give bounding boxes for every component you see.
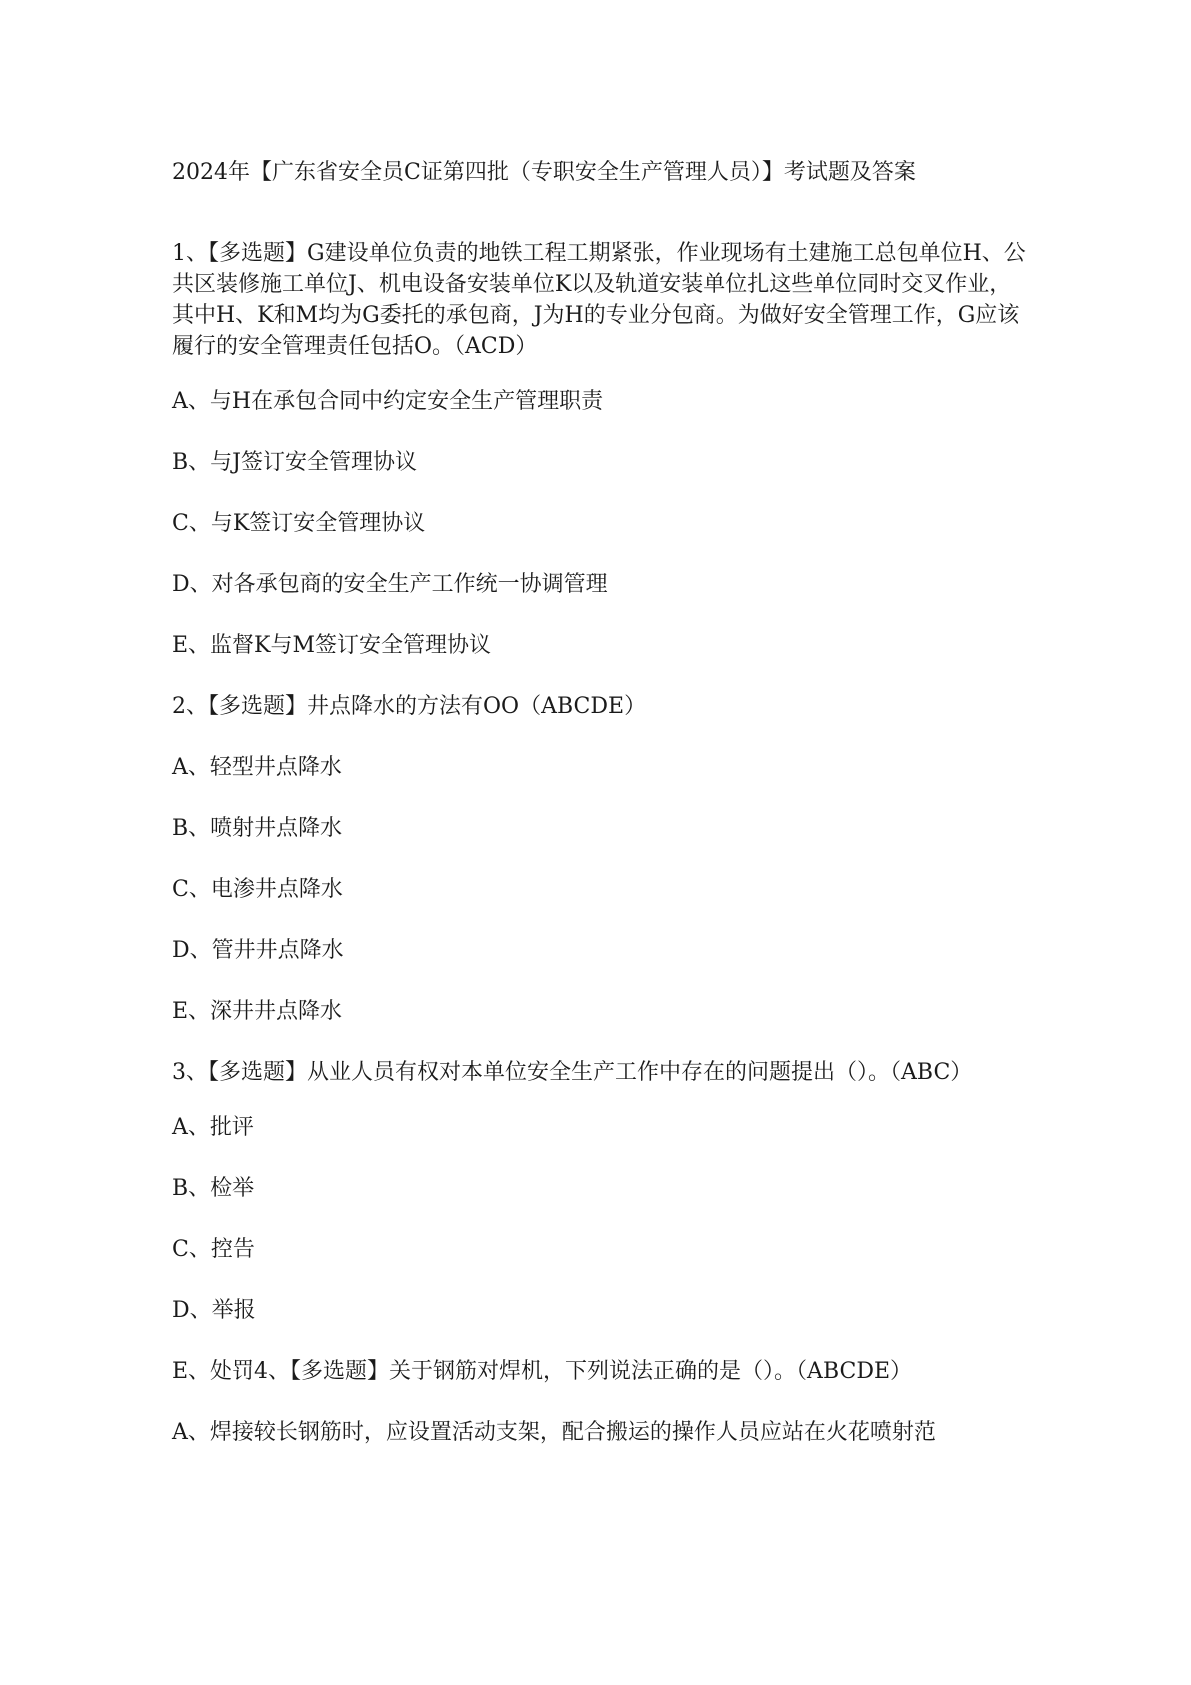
question-2: 2、【多选题】井点降水的方法有OO（ABCDE） [172, 694, 647, 719]
question-2-option-d: D、管井井点降水 [172, 938, 344, 963]
question-3: 3、【多选题】从业人员有权对本单位安全生产工作中存在的问题提出（）。（ABC） [172, 1060, 973, 1085]
question-1-option-a: A、与H在承包合同中约定安全生产管理职责 [172, 389, 604, 414]
question-3-option-c: C、控告 [172, 1237, 255, 1262]
question-3-option-d: D、举报 [172, 1298, 256, 1323]
question-4-option-a: A、焊接较长钢筋时，应设置活动支架，配合搬运的操作人员应站在火花喷射范 [172, 1420, 936, 1445]
question-1-option-d: D、对各承包商的安全生产工作统一协调管理 [172, 572, 608, 597]
question-1: 1、【多选题】G建设单位负责的地铁工程工期紧张，作业现场有土建施工总包单位H、公共区装修施工单位J、机电设备安装单位K以及轨道安装单位扎这些单位同时交叉作业，其中H、K和M均为G委托的承包商，J为H的专业分包商。为做好安全管理工作，G应该履行的安全管理责任包括O。（ACD） [172, 241, 1026, 359]
question-3-option-e-and-question-4: E、处罚4、【多选题】关于钢筋对焊机，下列说法正确的是（）。（ABCDE） [172, 1359, 913, 1384]
question-2-option-e: E、深井井点降水 [172, 999, 343, 1024]
question-3-option-b: B、检举 [172, 1176, 255, 1201]
document-body [172, 238, 1028, 1478]
document-title: 2024年【广东省安全员C证第四批（专职安全生产管理人员）】考试题及答案 [172, 160, 916, 185]
question-1-option-c: C、与K签订安全管理协议 [172, 511, 426, 536]
question-1-option-e: E、监督K与M签订安全管理协议 [172, 633, 492, 658]
question-2-option-b: B、喷射井点降水 [172, 816, 343, 841]
question-2-option-c: C、电渗井点降水 [172, 877, 343, 902]
question-1-option-b: B、与J签订安全管理协议 [172, 450, 417, 475]
question-2-option-a: A、轻型井点降水 [172, 755, 342, 780]
question-3-option-a: A、批评 [172, 1115, 254, 1140]
